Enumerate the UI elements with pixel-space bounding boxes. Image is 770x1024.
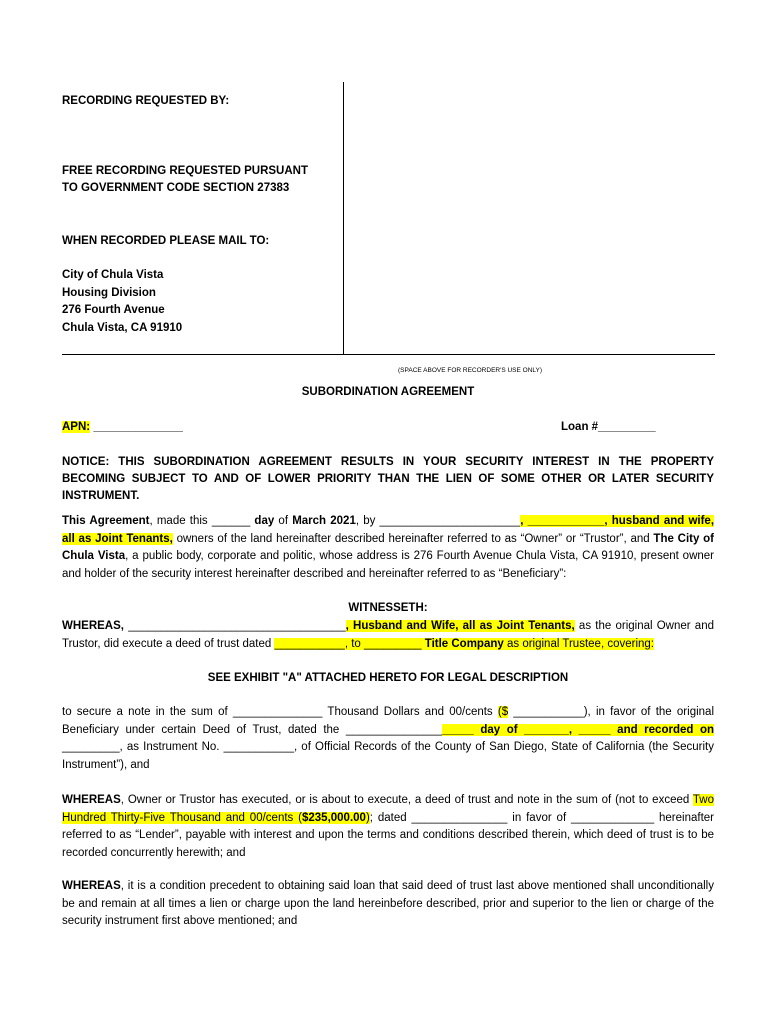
- text-run: , it is a condition precedent to obtaining said loan that said deed of trust last above mentioned shall unconditionally be and remain at all times a lien or charge upon the land hereinbefore described, prior and superior to the lien or charge of the security instrument first above mentioned; and: [62, 880, 714, 927]
- text-run: day: [254, 515, 275, 527]
- whereas-new-loan-paragraph: [62, 792, 714, 862]
- apn-blank: ______________: [90, 421, 183, 433]
- text-run: _________, as Instrument No. ___________, of Official Records of the County of San Diego, State of California (the Security Instrument”), and: [62, 741, 714, 771]
- agreement-date: March 2021: [292, 515, 356, 527]
- text-run: WHEREAS,: [62, 620, 129, 632]
- whereas-condition-paragraph: [62, 878, 714, 931]
- text-run: ; dated _______________ in favor of _____________ hereinafter referred to as “Lender”, payable with interest and upon the terms and conditions described therein, which deed of trust is to be recorded concurrently herewith; and: [62, 811, 714, 859]
- text-run: ($: [497, 706, 509, 718]
- mail-address-line-1: City of Chula Vista: [62, 269, 164, 281]
- whereas-original-paragraph: [62, 618, 714, 653]
- title-company: Title Company: [424, 637, 504, 650]
- loan-number: Loan #_________: [561, 421, 656, 433]
- text-run: WHEREAS: [62, 880, 121, 892]
- free-recording-line-2: TO GOVERNMENT CODE SECTION 27383: [62, 182, 290, 194]
- this-agreement-text: This Agreement: [62, 515, 150, 527]
- mail-address-line-2: Housing Division: [62, 287, 156, 299]
- text-run: __________________________________: [128, 620, 346, 632]
- text-run: ___________: [274, 637, 345, 650]
- text-run: Two Hundred Thirty-Five Thousand and 00/cents (: [62, 794, 714, 824]
- mail-to-label: WHEN RECORDED PLEASE MAIL TO:: [62, 235, 270, 247]
- text-run: WHEREAS: [62, 794, 121, 806]
- secure-note-paragraph: [62, 704, 714, 774]
- text-run: owners of the land hereinafter described hereinafter referred to as “Owner” or “Trustor”, and: [172, 532, 654, 545]
- text-run: , by ______________________: [355, 515, 521, 527]
- text-run: , to _________: [344, 637, 425, 650]
- recording-date-blanks: _____ day of _______, _____ and recorded on: [441, 723, 715, 736]
- header-vertical-divider: [343, 82, 344, 355]
- text-run: to secure a note in the sum of ______________ Thousand Dollars and 00/cents: [62, 706, 498, 718]
- text-run: , Owner or Trustor has executed, or is about to execute, a deed of trust and note in the sum of (not to exceed: [120, 794, 693, 806]
- recording-requested-label: RECORDING REQUESTED BY:: [62, 95, 230, 107]
- notice-paragraph: NOTICE: THIS SUBORDINATION AGREEMENT RESULTS IN YOUR SECURITY INTEREST IN THE PROPERTY BECOMING SUBJECT TO AND OF LOWER PRIORITY THAN THE LIEN OF SOME OTHER OR LATER SECURITY INSTRUMENT.: [62, 456, 714, 502]
- text-run: ): [365, 811, 370, 824]
- exhibit-heading: SEE EXHIBIT "A" ATTACHED HERETO FOR LEGAL DESCRIPTION: [207, 672, 569, 684]
- text-run: as the original Owner and Trustor, did execute a deed of trust dated: [62, 620, 714, 650]
- agreement-paragraph: [62, 513, 714, 583]
- apn-line: [62, 419, 183, 436]
- text-run: ___________), in favor of the original Beneficiary under certain Deed of Trust, dated the _______________: [62, 706, 714, 736]
- apn-label: APN:: [62, 421, 91, 433]
- text-run: of: [274, 515, 293, 527]
- recorder-space-divider: [62, 354, 715, 355]
- text-run: as original Trustee, covering:: [503, 637, 654, 650]
- trustor-names: , Husband and Wife, all as Joint Tenants,: [345, 620, 575, 632]
- recorder-space-note: (SPACE ABOVE FOR RECORDER'S USE ONLY): [398, 367, 543, 374]
- text-run: , made this ______: [149, 515, 255, 527]
- document-title: SUBORDINATION AGREEMENT: [301, 386, 475, 398]
- witnesseth-heading: WITNESSETH:: [348, 602, 428, 614]
- mail-address-line-3: 276 Fourth Avenue: [62, 304, 165, 316]
- owner-names: , ____________, husband and wife, all as Joint Tenants,: [62, 515, 715, 545]
- beneficiary-name: The City of Chula Vista: [62, 532, 714, 562]
- free-recording-line-1: FREE RECORDING REQUESTED PURSUANT: [62, 165, 308, 177]
- text-run: , a public body, corporate and politic, whose address is 276 Fourth Avenue Chula Vista, CA 91910, present owner and holder of the security interest hereinafter described and hereinafter referred to as “Beneficiary”:: [62, 550, 714, 580]
- loan-amount: $235,000.00: [301, 811, 366, 824]
- mail-address-line-4: Chula Vista, CA 91910: [62, 322, 183, 334]
